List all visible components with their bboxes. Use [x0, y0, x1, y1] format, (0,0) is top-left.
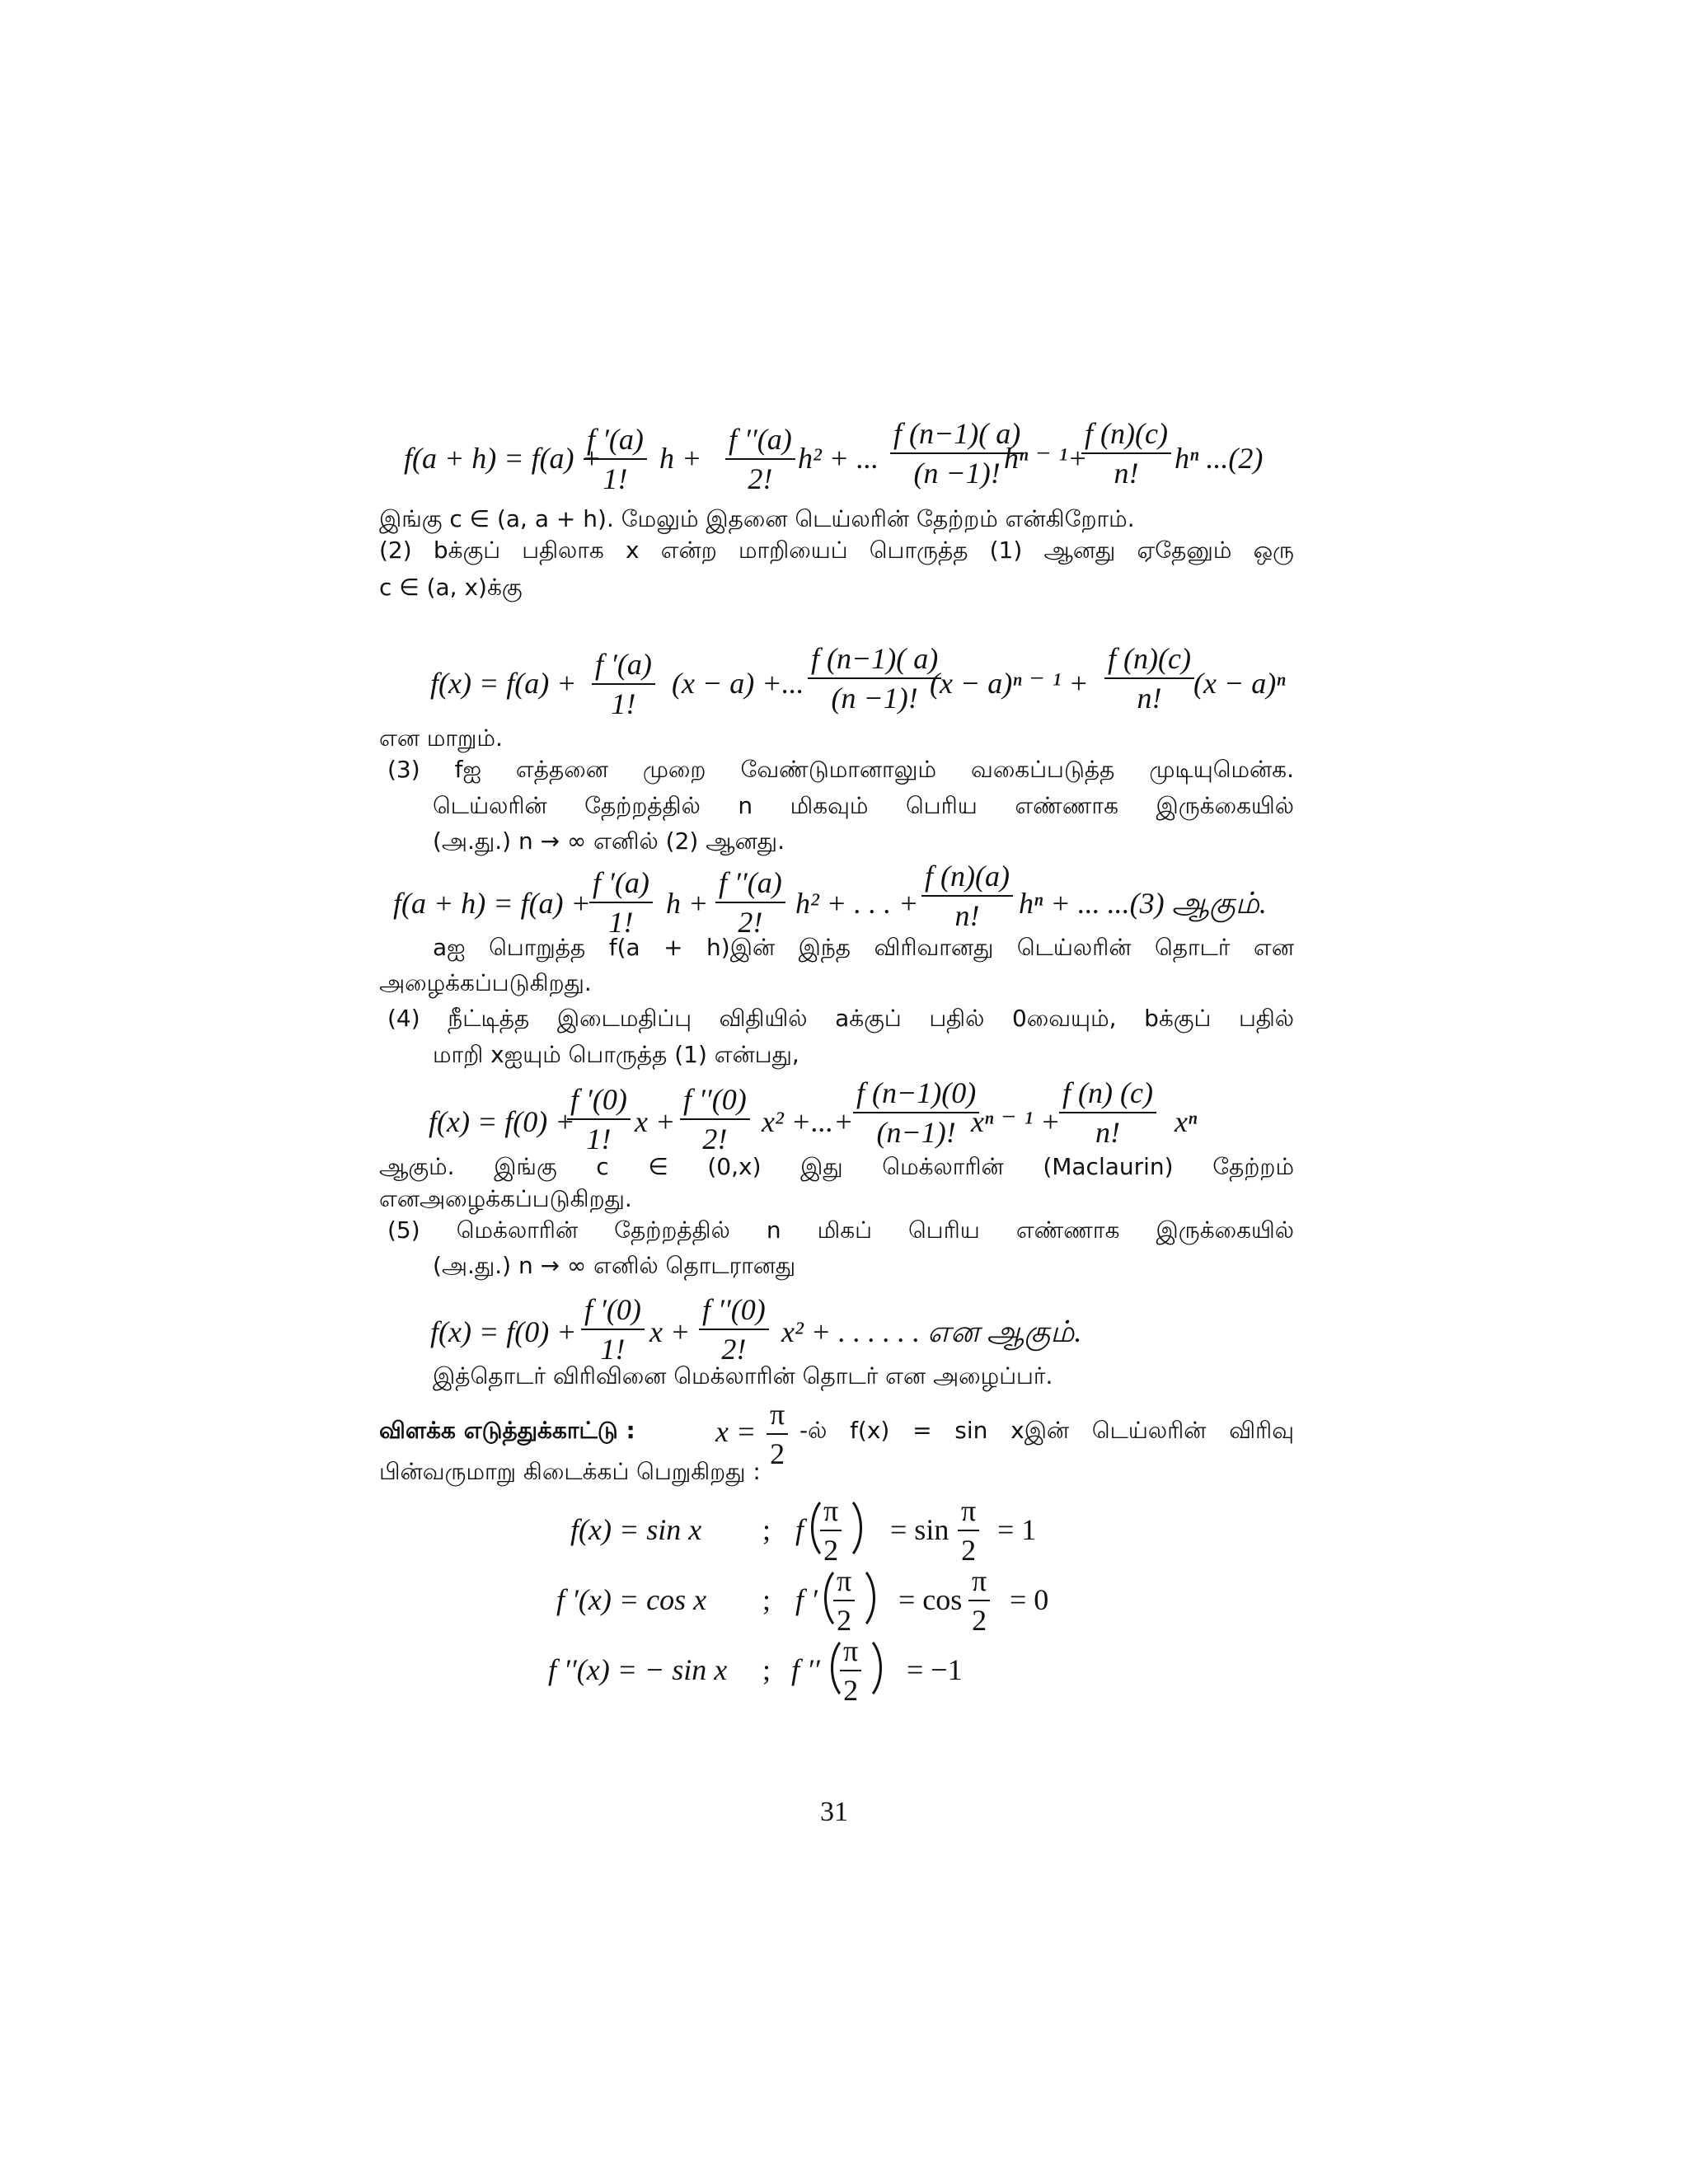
eq2-lhs: f(a + h) = f(a) + — [404, 442, 602, 475]
eqx-lhs: f(x) = f(a) + — [430, 667, 577, 700]
text-ena-marum: என மாறும். — [379, 724, 503, 752]
row0-rhs: = sin — [890, 1513, 950, 1546]
eq2-frac-4: $\frac{f (n)(c)}{n!}$ — [1081, 416, 1171, 490]
eq4-term-4: xⁿ — [1175, 1105, 1198, 1138]
eq3-frac-2: $\frac{f ''(a)}{2!}$ — [715, 865, 785, 940]
eq2-frac-2: $\frac{f ''(a)}{2!}$ — [725, 422, 795, 496]
example-pi-over-2: $\frac{\pi}{2}$ — [767, 1397, 788, 1471]
eq3-frac-1: $\frac{f '(a)}{1!}$ — [589, 865, 653, 940]
example-line2: பின்வருமாறு கிடைக்கப் பெறுகிறது : — [379, 1458, 761, 1485]
eq4-term-3: xⁿ ⁻ ¹ + — [971, 1105, 1061, 1138]
row1-fn: f ′ — [795, 1583, 818, 1616]
row1-sep: ; — [762, 1583, 771, 1616]
example-x-eq: x = — [715, 1415, 757, 1448]
eqx-term-4: (x − a)ⁿ — [1193, 667, 1286, 700]
row0-fn: f — [795, 1513, 804, 1546]
para4-line2: மாறி xஐயும் பொருத்த (1) என்பது, — [433, 1041, 799, 1068]
para3-line2: டெய்லரின் தேற்றத்தில் n மிகவும் பெரிய எண்ணாக இருக்கையில் — [433, 792, 1294, 819]
eqx-term-3: (x − a)ⁿ ⁻ ¹ + — [930, 667, 1089, 700]
para4b-line1: ஆகும். இங்கு c ∈ (0,x) இது மெக்லாரின் (Maclaurin) தேற்றம் — [379, 1153, 1294, 1180]
eq2-term-3: hⁿ ⁻ ¹+ — [1004, 442, 1088, 475]
para2-line1: (2) bக்குப் பதிலாக x என்ற மாறியைப் பொருத்த (1) ஆனது ஏதேனும் ஒரு — [379, 537, 1294, 564]
para3b-line1: aஐ பொறுத்த f(a + h)இன் இந்த விரிவானது டெய்லரின் தொடர் என — [433, 934, 1294, 961]
page-number: 31 — [820, 1797, 848, 1827]
row1-rhs: = cos — [898, 1583, 963, 1616]
example-heading: விளக்க எடுத்துக்காட்டு : — [379, 1417, 635, 1444]
eq3-frac-4: $\frac{f (n)(a)}{n!}$ — [921, 859, 1013, 933]
para5-line2: (அ.து.) n → ∞ எனில் தொடரானது — [433, 1252, 796, 1279]
eq5-lhs: f(x) = f(0) + — [430, 1315, 577, 1348]
eq3-lhs: f(a + h) = f(a) + — [393, 887, 591, 920]
row1-lhs: f ′(x) = cos x — [556, 1583, 707, 1616]
eq2-frac-1: $\frac{f '(a)}{1!}$ — [584, 422, 647, 496]
eq2-frac-3: $\frac{f (n-1)( a)}{(n -1)!}$ — [890, 416, 1024, 490]
eq5-term-1: x + — [649, 1315, 691, 1348]
row2-fn: f ′′ — [791, 1653, 820, 1686]
eq3-term-2: h² + . . . + — [795, 887, 919, 920]
row0-rhs-frac: $\frac{\pi}{2}$ — [958, 1493, 979, 1568]
para4-line1: (4) நீட்டித்த இடைமதிப்பு விதியில் aக்குப் பதில் 0வையும், bக்குப் பதில் — [387, 1005, 1294, 1032]
text-line-c1: இங்கு c ∈ (a, a + h). மேலும் இதனை டெய்லரின் தேற்றம் என்கிறோம். — [379, 505, 1135, 532]
eq4-term-2: x² +...+ — [762, 1105, 854, 1138]
eq3-term-4: hⁿ + ... ...(3) ஆகும். — [1019, 887, 1267, 920]
row2-val: = −1 — [907, 1653, 963, 1686]
eqx-frac-3: $\frac{f (n-1)( a)}{(n -1)!}$ — [808, 641, 941, 715]
eq2-term-1: h + — [659, 442, 702, 475]
eqx-term-1: (x − a) +... — [672, 667, 804, 700]
eq2-term-4: hⁿ ...(2) — [1175, 442, 1264, 475]
row0-sep: ; — [762, 1513, 771, 1546]
eq5-frac-2: $\frac{f ''(0)}{2!}$ — [699, 1292, 769, 1366]
eq4-frac-2: $\frac{f ''(0)}{2!}$ — [680, 1082, 750, 1156]
eq3-term-1: h + — [666, 887, 709, 920]
row0-lhs: f(x) = sin x — [570, 1513, 702, 1546]
para5-line1: (5) மெக்லாரின் தேற்றத்தில் n மிகப் பெரிய எண்ணாக இருக்கையில் — [387, 1216, 1294, 1244]
eq5-term-2: x² + . . . . . . என ஆகும். — [781, 1315, 1082, 1348]
row1-rhs-frac: $\frac{\pi}{2}$ — [968, 1563, 990, 1638]
row2-sep: ; — [762, 1653, 771, 1686]
eq2-term-2: h² + ... — [798, 442, 879, 475]
eq5-frac-1: $\frac{f '(0)}{1!}$ — [581, 1292, 645, 1366]
para4b-line2: எனஅழைக்கப்படுகிறது. — [379, 1185, 632, 1212]
para2-line2: c ∈ (a, x)க்கு — [379, 574, 523, 601]
para5b-text: இத்தொடர் விரிவினை மெக்லாரின் தொடர் என அழைப்பர். — [433, 1362, 1053, 1390]
eq4-frac-3: $\frac{f (n-1)(0)}{(n-1)!}$ — [853, 1076, 979, 1150]
example-rest: -ல் f(x) = sin xஇன் டெய்லரின் விரிவு — [799, 1417, 1294, 1444]
row1-pi-over-2: $\frac{\pi}{2}$ — [833, 1563, 855, 1638]
eq4-term-1: x + — [635, 1105, 676, 1138]
eq4-lhs: f(x) = f(0) + — [429, 1105, 575, 1138]
para3b-line2: அழைக்கப்படுகிறது. — [379, 969, 592, 996]
para3-line3: (அ.து.) n → ∞ எனில் (2) ஆனது. — [433, 827, 785, 855]
row0-val: = 1 — [997, 1513, 1037, 1546]
row2-lhs: f ′′(x) = − sin x — [548, 1653, 728, 1686]
eqx-frac-1: $\frac{f '(a)}{1!}$ — [592, 647, 655, 721]
eq4-frac-4: $\frac{f (n) (c)}{n!}$ — [1059, 1076, 1156, 1150]
eqx-frac-4: $\frac{f (n)(c)}{n!}$ — [1104, 641, 1194, 715]
para3-line1: (3) fஐ எத்தனை முறை வேண்டுமானாலும் வகைப்படுத்த முடியுமென்க. — [387, 756, 1294, 783]
row1-val: = 0 — [1010, 1583, 1049, 1616]
row2-pi-over-2: $\frac{\pi}{2}$ — [840, 1633, 861, 1708]
eq4-frac-1: $\frac{f '(0)}{1!}$ — [567, 1082, 631, 1156]
row0-pi-over-2: $\frac{\pi}{2}$ — [820, 1493, 842, 1568]
